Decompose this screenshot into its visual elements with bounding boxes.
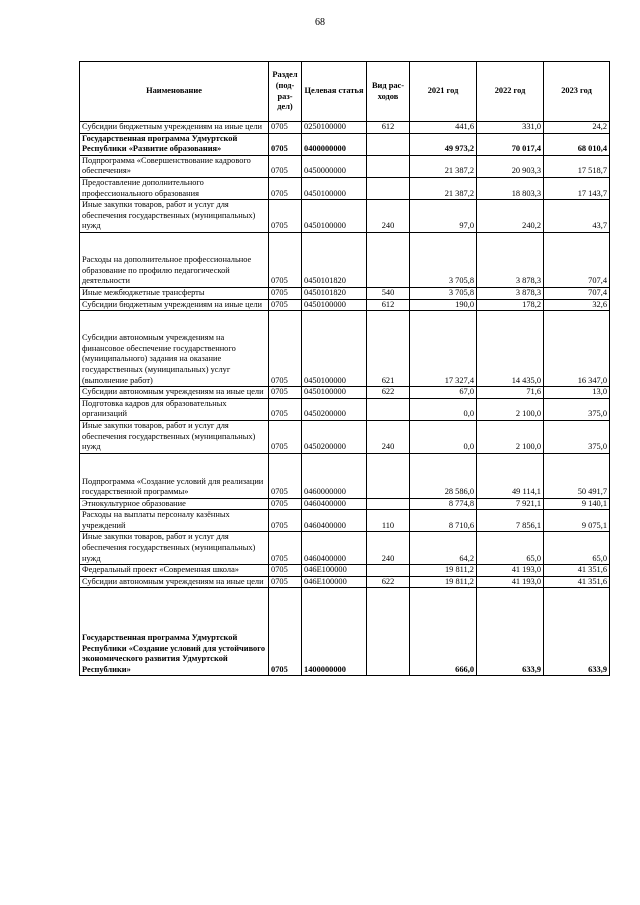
row-target: 0450100000: [302, 200, 367, 233]
col-header-expense-type: Вид рас-ходов: [367, 62, 410, 122]
row-2022: 49 114,1: [477, 453, 544, 498]
row-2021: 64,2: [410, 532, 477, 565]
row-name: Иные закупки товаров, работ и услуг для обеспечения государственных (муниципальных) нужд: [80, 200, 269, 233]
row-name: Федеральный проект «Современная школа»: [80, 565, 269, 577]
page-number: 68: [315, 17, 325, 28]
row-expense-type: 240: [367, 532, 410, 565]
row-2023: 65,0: [544, 532, 610, 565]
row-expense-type: 540: [367, 287, 410, 299]
row-section: 0705: [269, 532, 302, 565]
row-name: Иные закупки товаров, работ и услуг для обеспечения государственных (муниципальных) нужд: [80, 420, 269, 453]
row-section: 0705: [269, 420, 302, 453]
row-2022: 20 903,3: [477, 155, 544, 177]
row-section: 0705: [269, 453, 302, 498]
row-target: 0460400000: [302, 532, 367, 565]
row-target: 0460400000: [302, 498, 367, 510]
row-2022: 14 435,0: [477, 311, 544, 387]
row-name: Субсидии автономным учреждениям на финансовое обеспечение государственного (муниципального) задания на оказание государственных (муниципальных) услуг (выполнение работ): [80, 311, 269, 387]
table-row: [80, 122, 610, 134]
row-2021: 8 774,8: [410, 498, 477, 510]
row-target: 0450200000: [302, 398, 367, 420]
table-row: [80, 420, 610, 453]
row-section: 0705: [269, 122, 302, 134]
table-row: [80, 155, 610, 177]
row-2022: 41 193,0: [477, 576, 544, 588]
row-2022: 41 193,0: [477, 565, 544, 577]
table-row: [80, 177, 610, 199]
row-target: 0250100000: [302, 122, 367, 134]
table-body: [80, 122, 610, 676]
row-name: Расходы на выплаты персоналу казённых учреждений: [80, 510, 269, 532]
table-row: [80, 200, 610, 233]
table-row: [80, 453, 610, 498]
row-expense-type: 622: [367, 576, 410, 588]
row-target: 0450000000: [302, 155, 367, 177]
row-2021: 3 705,8: [410, 232, 477, 287]
row-2022: 3 878,3: [477, 287, 544, 299]
table-row: [80, 532, 610, 565]
budget-table: [79, 61, 610, 676]
row-2022: 2 100,0: [477, 398, 544, 420]
table-row: [80, 299, 610, 311]
table-row: [80, 588, 610, 676]
row-name: Государственная программа Удмуртской Республики «Развитие образования»: [80, 133, 269, 155]
row-name: Этнокультурное образование: [80, 498, 269, 510]
row-name: Государственная программа Удмуртской Республики «Создание условий для устойчивого экономического развития Удмуртской Республики»: [80, 588, 269, 676]
row-2021: 190,0: [410, 299, 477, 311]
row-2022: 71,6: [477, 387, 544, 399]
row-section: 0705: [269, 155, 302, 177]
row-2022: 7 921,1: [477, 498, 544, 510]
row-expense-type: 621: [367, 311, 410, 387]
table-header-row: [80, 62, 610, 122]
row-expense-type: [367, 398, 410, 420]
row-2023: 707,4: [544, 232, 610, 287]
row-2021: 21 387,2: [410, 177, 477, 199]
col-header-target: Целевая статья: [302, 62, 367, 122]
row-section: 0705: [269, 232, 302, 287]
row-2023: 43,7: [544, 200, 610, 233]
col-header-2021: 2021 год: [410, 62, 477, 122]
row-2021: 21 387,2: [410, 155, 477, 177]
row-target: 0460000000: [302, 453, 367, 498]
row-section: 0705: [269, 398, 302, 420]
col-header-section: Раздел (под-раз-дел): [269, 62, 302, 122]
row-name: Субсидии автономным учреждениям на иные цели: [80, 576, 269, 588]
row-target: 0450101820: [302, 232, 367, 287]
row-target: 0460400000: [302, 510, 367, 532]
row-2023: 16 347,0: [544, 311, 610, 387]
row-expense-type: 110: [367, 510, 410, 532]
row-section: 0705: [269, 133, 302, 155]
row-2023: 32,6: [544, 299, 610, 311]
row-section: 0705: [269, 576, 302, 588]
col-header-name: Наименование: [80, 62, 269, 122]
row-2021: 8 710,6: [410, 510, 477, 532]
row-2022: 3 878,3: [477, 232, 544, 287]
row-2023: 68 010,4: [544, 133, 610, 155]
row-name: Подпрограмма «Создание условий для реализации государственной программы»: [80, 453, 269, 498]
row-2021: 49 973,2: [410, 133, 477, 155]
row-section: 0705: [269, 177, 302, 199]
row-name: Расходы на дополнительное профессиональное образование по профилю педагогической деятельности: [80, 232, 269, 287]
table-row: [80, 398, 610, 420]
row-2021: 67,0: [410, 387, 477, 399]
row-expense-type: 240: [367, 200, 410, 233]
row-2023: 17 518,7: [544, 155, 610, 177]
row-expense-type: 240: [367, 420, 410, 453]
row-target: 0450100000: [302, 311, 367, 387]
row-section: 0705: [269, 588, 302, 676]
row-section: 0705: [269, 510, 302, 532]
row-section: 0705: [269, 387, 302, 399]
table-row: [80, 232, 610, 287]
row-expense-type: [367, 453, 410, 498]
row-2023: 633,9: [544, 588, 610, 676]
row-2021: 19 811,2: [410, 576, 477, 588]
row-2021: 97,0: [410, 200, 477, 233]
row-2021: 666,0: [410, 588, 477, 676]
row-target: 0450100000: [302, 387, 367, 399]
table-row: [80, 576, 610, 588]
row-2022: 2 100,0: [477, 420, 544, 453]
row-2022: 18 803,3: [477, 177, 544, 199]
row-2022: 7 856,1: [477, 510, 544, 532]
table-row: [80, 498, 610, 510]
row-target: 0450100000: [302, 177, 367, 199]
row-2023: 41 351,6: [544, 565, 610, 577]
row-target: 046Е100000: [302, 565, 367, 577]
row-name: Субсидии бюджетным учреждениям на иные цели: [80, 299, 269, 311]
row-2021: 28 586,0: [410, 453, 477, 498]
row-target: 0450200000: [302, 420, 367, 453]
row-2023: 707,4: [544, 287, 610, 299]
row-2021: 3 705,8: [410, 287, 477, 299]
row-2023: 9 075,1: [544, 510, 610, 532]
row-2023: 9 140,1: [544, 498, 610, 510]
row-2021: 0,0: [410, 398, 477, 420]
row-name: Предоставление дополнительного профессионального образования: [80, 177, 269, 199]
row-section: 0705: [269, 299, 302, 311]
row-2023: 375,0: [544, 420, 610, 453]
row-expense-type: [367, 232, 410, 287]
col-header-2023: 2023 год: [544, 62, 610, 122]
row-target: 1400000000: [302, 588, 367, 676]
row-2021: 19 811,2: [410, 565, 477, 577]
row-section: 0705: [269, 200, 302, 233]
row-2022: 70 017,4: [477, 133, 544, 155]
row-expense-type: [367, 177, 410, 199]
row-section: 0705: [269, 565, 302, 577]
col-header-2022: 2022 год: [477, 62, 544, 122]
row-expense-type: [367, 588, 410, 676]
row-section: 0705: [269, 498, 302, 510]
row-2023: 50 491,7: [544, 453, 610, 498]
row-2023: 24,2: [544, 122, 610, 134]
row-expense-type: 612: [367, 122, 410, 134]
row-name: Субсидии бюджетным учреждениям на иные цели: [80, 122, 269, 134]
row-name: Подпрограмма «Совершенствование кадрового обеспечения»: [80, 155, 269, 177]
row-2022: 331,0: [477, 122, 544, 134]
row-2021: 17 327,4: [410, 311, 477, 387]
row-2022: 65,0: [477, 532, 544, 565]
row-expense-type: [367, 155, 410, 177]
row-section: 0705: [269, 311, 302, 387]
row-target: 046Е100000: [302, 576, 367, 588]
row-2021: 441,6: [410, 122, 477, 134]
row-expense-type: 622: [367, 387, 410, 399]
row-expense-type: [367, 133, 410, 155]
row-expense-type: [367, 565, 410, 577]
row-target: 0450100000: [302, 299, 367, 311]
row-name: Иные межбюджетные трансферты: [80, 287, 269, 299]
row-expense-type: 612: [367, 299, 410, 311]
table-row: [80, 510, 610, 532]
table-row: [80, 133, 610, 155]
row-section: 0705: [269, 287, 302, 299]
table-row: [80, 287, 610, 299]
row-target: 0400000000: [302, 133, 367, 155]
table-row: [80, 387, 610, 399]
row-name: Подготовка кадров для образовательных организаций: [80, 398, 269, 420]
table-row: [80, 311, 610, 387]
table-row: [80, 565, 610, 577]
row-name: Субсидии автономным учреждениям на иные цели: [80, 387, 269, 399]
row-2022: 178,2: [477, 299, 544, 311]
row-target: 0450101820: [302, 287, 367, 299]
row-2023: 13,0: [544, 387, 610, 399]
row-2023: 41 351,6: [544, 576, 610, 588]
row-2023: 375,0: [544, 398, 610, 420]
row-name: Иные закупки товаров, работ и услуг для обеспечения государственных (муниципальных) нужд: [80, 532, 269, 565]
row-2022: 240,2: [477, 200, 544, 233]
row-2022: 633,9: [477, 588, 544, 676]
row-2023: 17 143,7: [544, 177, 610, 199]
row-2021: 0,0: [410, 420, 477, 453]
row-expense-type: [367, 498, 410, 510]
